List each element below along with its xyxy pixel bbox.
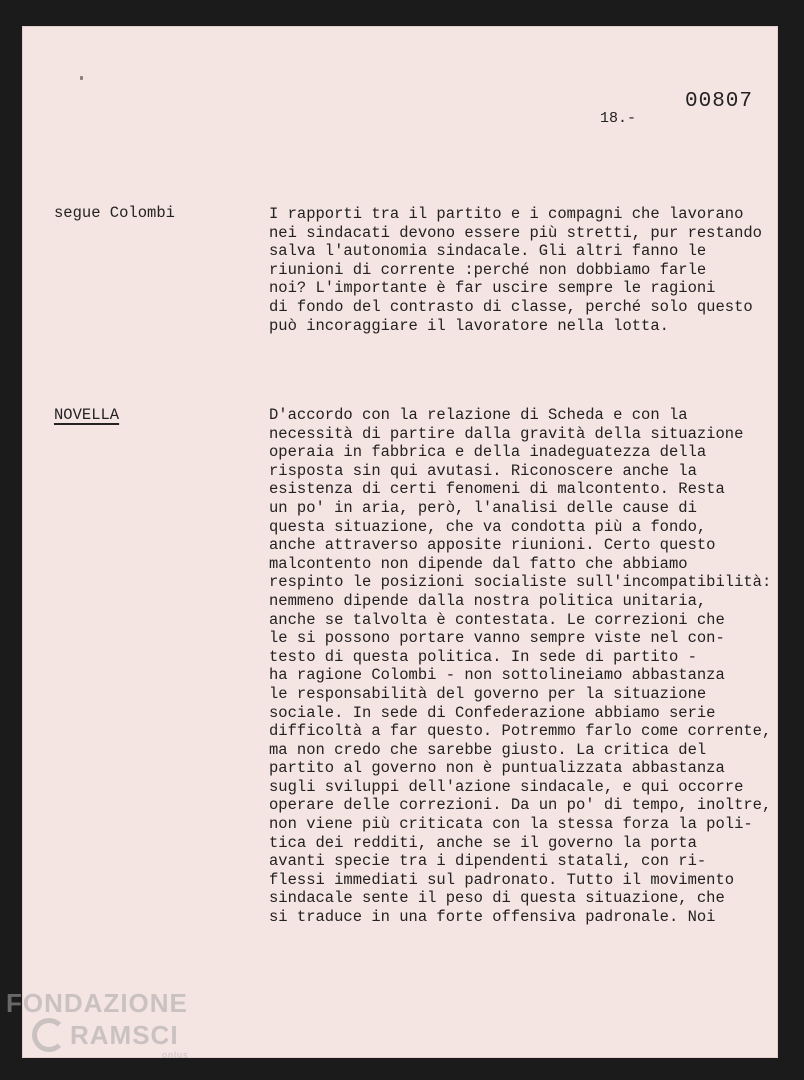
text-line: sindacale sente il peso di questa situazione, che: [269, 889, 725, 908]
text-line: risposta sin qui avutasi. Riconoscere anche la: [269, 461, 697, 480]
text-line: operaia in fabbrica e della inadeguatezza della: [269, 443, 707, 462]
document-page: [22, 26, 778, 1058]
text-line: malcontento non dipende dal fatto che abbiamo: [269, 554, 688, 573]
text-line: ma non credo che sarebbe giusto. La critica del: [269, 740, 707, 759]
text-line: testo di questa politica. In sede di partito -: [269, 647, 697, 666]
text-line: avanti specie tra i dipendenti statali, con ri-: [269, 852, 707, 871]
text-line: anche se talvolta è contestata. Le correzioni che: [269, 610, 725, 629]
text-line: difficoltà a far questo. Potremmo farlo come corrente,: [269, 722, 772, 741]
text-line: salva l'autonomia sindacale. Gli altri fanno le: [269, 242, 707, 261]
archive-watermark: [6, 988, 189, 1060]
text-line: noi? L'importante è far uscire sempre le ragioni: [269, 279, 716, 298]
text-line: partito al governo non è puntualizzata abbastanza: [269, 759, 725, 778]
text-line: questa situazione, che va condotta più a fondo,: [269, 517, 707, 536]
text-line: necessità di partire dalla gravità della situazione: [269, 424, 744, 443]
speaker-novella: NOVELLA: [54, 406, 120, 424]
text-line: nei sindacati devono essere più stretti, pur restando: [269, 223, 762, 242]
text-line: ha ragione Colombi - non sottolineiamo abbastanza: [269, 666, 725, 685]
g-logo-icon: [32, 1018, 66, 1052]
document-number: 00807: [685, 90, 754, 113]
text-line: le responsabilità del governo per la situazione: [269, 684, 707, 703]
watermark-line-2: RAMSCI: [70, 1020, 179, 1050]
page-number: 18.-: [600, 110, 637, 127]
text-line: nemmeno dipende dalla nostra politica unitaria,: [269, 591, 707, 610]
text-line: le si possono portare vanno sempre viste nel con-: [269, 629, 725, 648]
text-line: respinto le posizioni socialiste sull'incompatibilità:: [269, 573, 772, 592]
paragraph-novella: [269, 406, 779, 927]
text-line: tica dei redditi, anche se il governo la porta: [269, 833, 697, 852]
text-line: anche attraverso apposite riunioni. Certo questo: [269, 536, 716, 555]
text-line: riunioni di corrente :perché non dobbiamo farle: [269, 260, 707, 279]
text-line: un po' in aria, però, l'analisi delle cause di: [269, 498, 697, 517]
text-line: I rapporti tra il partito e i compagni che lavorano: [269, 205, 744, 223]
text-line: operare delle correzioni. Da un po' di tempo, inoltre,: [269, 796, 772, 815]
text-line: si traduce in una forte offensiva padronale. Noi: [269, 908, 716, 927]
text-line: sociale. In sede di Confederazione abbiamo serie: [269, 703, 716, 722]
text-line: sugli sviluppi dell'azione sindacale, e qui occorre: [269, 777, 744, 796]
text-line: D'accordo con la relazione di Scheda e con la: [269, 406, 688, 424]
watermark-line-1: FONDAZIONE: [6, 988, 188, 1018]
text-line: può incoraggiare il lavoratore nella lotta.: [269, 316, 669, 335]
watermark-suffix: onlus: [162, 1050, 189, 1060]
margin-mark: [80, 76, 83, 80]
text-line: esistenza di certi fenomeni di malcontento. Resta: [269, 480, 725, 499]
text-line: di fondo del contrasto di classe, perché solo questo: [269, 297, 753, 316]
text-line: flessi immediati sul padronato. Tutto il movimento: [269, 870, 735, 889]
text-line: non viene più criticata con la stessa forza la poli-: [269, 815, 753, 834]
speaker-colombi: segue Colombi: [54, 204, 175, 222]
paragraph-colombi: [269, 205, 779, 335]
